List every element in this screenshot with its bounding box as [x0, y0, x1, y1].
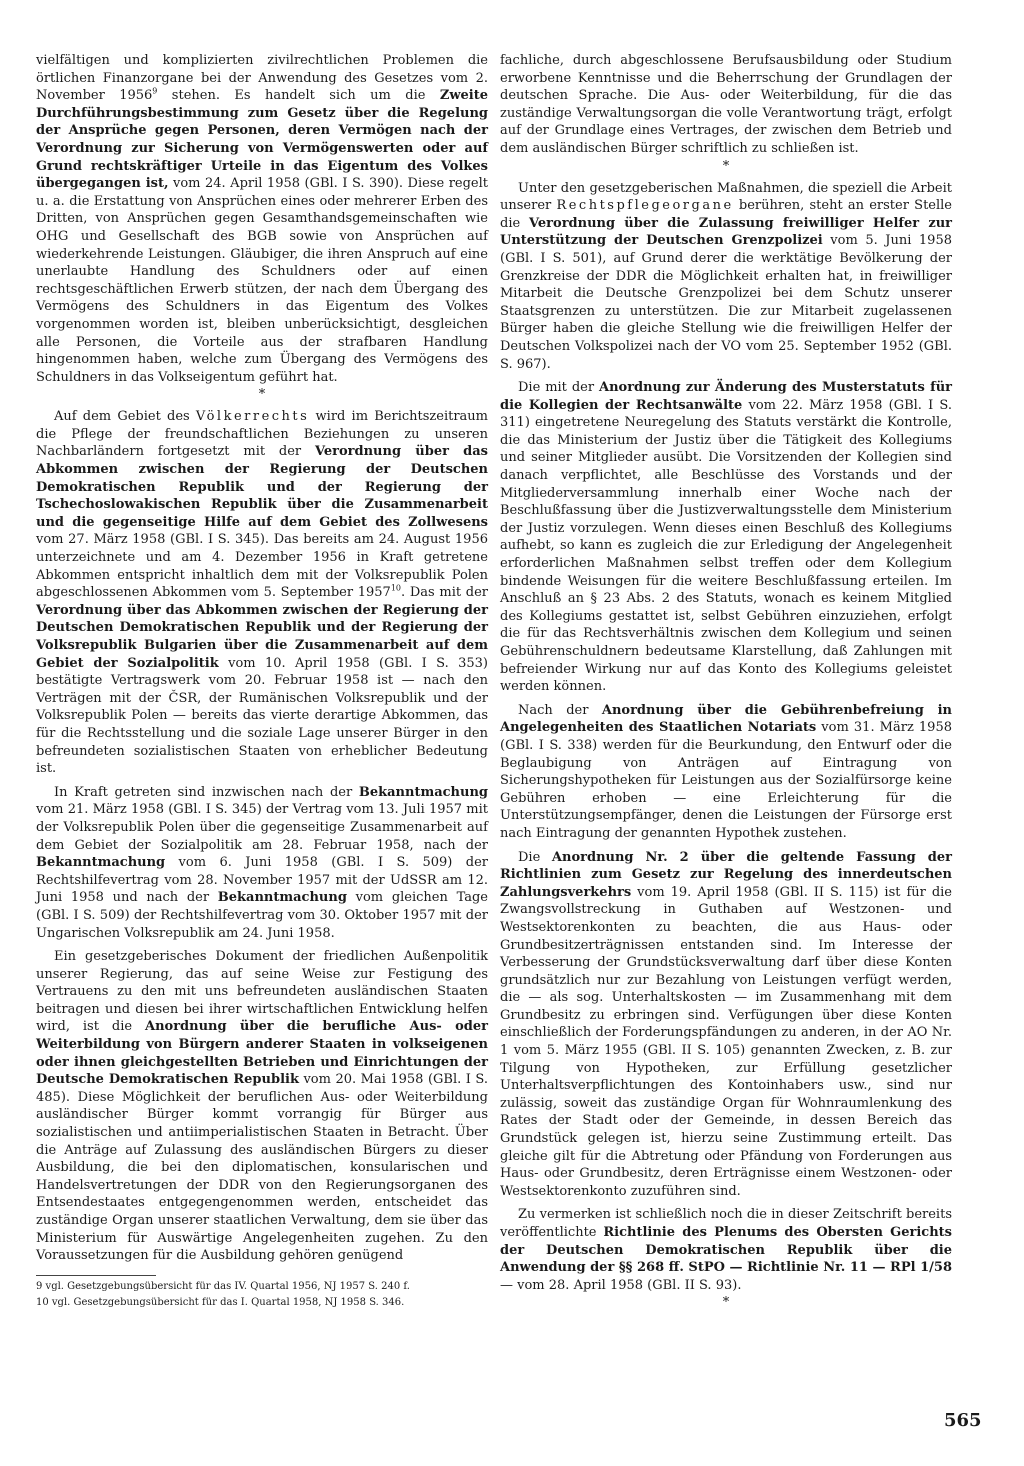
- paragraph-voelkerrecht: Auf dem Gebiet des Völkerrechts wird im Berichtszeitraum die Pflege der freundschaftlichen Beziehungen zu unseren Nachbarländern fortgesetzt mit der Verordnung über das Abkommen zwischen der Regierung der Deutschen Demokratischen Republik und der Regierung der Tschechoslowakischen Republik über die Zusammenarbeit und die gegenseitige Hilfe auf dem Gebiet des Zollwesens vom 27. März 1958 (GBl. I S. 345). Das bereits am 24. August 1956 unterzeichnete und am 4. Dezember 1956 in Kraft getretene Abkommen entspricht inhaltlich dem mit der Volksrepublik Polen abgeschlossenen Abkommen vom 5. September 1957$^{10}$. Das mit der Verordnung über das Abkommen zwischen der Regierung der Deutschen Demokratischen Republik und der Regierung der Volksrepublik Bulgarien über die Zusammenarbeit auf dem Gebiet der Sozialpolitik vom 10. April 1958 (GBl. I S. 353) bestätigte Vertragswerk vom 20. Februar 1958 ist — nach den Verträgen mit der ČSR, der Rumänischen Volksrepublik und der Volksrepublik Polen — bereits das vierte derartige Abkommen, das für die Rechtsstellung und die soziale Lage unserer Bürger in den befreundeten sozialistischen Staaten von erheblicher Bedeutung ist.: [36, 409, 489, 777]
- bold-title-sozialpolitik: Verordnung über das Abkommen zwischen der Regierung der Deutschen Demokratischen Republik und der Regierung der Volksrepublik Bulgarien über die Zusammenarbeit auf dem Gebiet der Sozialpolitik: [36, 602, 488, 671]
- paragraph-zahlungsverkehr: Die Anordnung Nr. 2 über die geltende Fassung der Richtlinien zum Gesetz zur Regelung des innerdeutschen Zahlungsverkehrs vom 19. April 1958 (GBl. II S. 115) ist für die Zwangsvollstreckung in Guthaben auf Westzonen- und Westsektorenkonten zu beachten, die aus Haus- oder Grundbesitzerträgnissen entstanden sind. Im Interesse der Verbesserung der Grundstücksverwaltung darf über diese Konten grundsätzlich nur zur Bezahlung von Leistungen verfügt werden, die — als sog. Unterhaltskosten — im Zusammenhang mit dem Grundbesitz zu erbringen sind. Verfügungen über diese Konten einschließlich der Forderungspfändungen zu anderen, in der AO Nr. 1 vom 5. März 1955 (GBl. II S. 105) genannten Zwecken, z. B. zur Tilgung von Hypotheken, zur Erfüllung gesetzlicher Unterhaltsverpflichtungen des Kontoinhabers usw., sind nur zulässig, soweit das zuständige Organ für Wohnraumlenkung des Rates der Stadt oder der Gemeinde, in dessen Bereich das Grundstück gelegen ist, hierzu seine Zustimmung erteilt. Das gleiche gilt für die Abtretung oder Pfändung von Forderungen aus Haus- oder Grundbesitz, deren Erträgnisse einem Westzonen- oder Westsektorenkonto zuzuführen sind.: [500, 849, 953, 1199]
- footnote-9: 9 vgl. Gesetzgebungsübersicht für das IV. Quartal 1956, NJ 1957 S. 240 f.: [36, 1280, 410, 1292]
- bold-title-musterstatut: Anordnung zur Änderung des Musterstatuts für die Kollegien der Rechtsanwälte: [500, 380, 952, 413]
- page-number: 565: [944, 1410, 982, 1431]
- paragraph-rechtsanwaelte: Die mit der Anordnung zur Änderung des Musterstatuts für die Kollegien der Rechtsanwälte vom 22. März 1958 (GBl. I S. 311) eingetretene Neuregelung des Statuts verstärkt die Kontrolle, die das Ministerium der Justiz über die Tätigkeit des Kollegiums und seiner Mitglieder ausübt. Die Vorsitzenden der Kollegien sind danach verpflichtet, alle Beschlüsse des Vorstands und der Mitgliederversammlung innerhalb einer Woche nach der Beschlußfassung über die Justizverwaltungsstelle dem Ministerium der Justiz vorzulegen. Wenn dieses einen Beschluß des Kollegiums aufhebt, so kann es zugleich die zur Erledigung der Angelegenheit erforderlichen Maßnahmen selbst treffen oder dem Kollegium bindende Weisungen für die weitere Beschlußfassung erteilen. Im Anschluß an § 23 Abs. 2 des Statuts, wonach es keinem Mitglied des Kollegiums gestattet ist, selbst Gebühren einzuziehen, erfolgt die für das Rechtsverhältnis zwischen dem Kollegium und seinen Gebührenschuldnern bedeutsame Klarstellung, daß Zahlungen mit befreiender Wirkung nur auf das Konto des Kollegiums geleistet werden können.: [500, 380, 953, 695]
- left-column: [36, 52, 488, 1310]
- bold-title-zollwesen: Verordnung über das Abkommen zwischen der Regierung der Deutschen Demokratischen Republik und der Regierung der Tschechoslowakischen Republik über die Zusammenarbeit und die gegenseitige Hilfe auf dem Gebiet des Zollwesens: [36, 444, 488, 530]
- section-separator: *: [722, 1295, 730, 1311]
- paragraph-grenzpolizei: Unter den gesetzgeberischen Maßnahmen, die speziell die Arbeit unserer Rechtspflegeorgane berühren, steht an erster Stelle die Verordnung über die Zulassung freiwilliger Helfer zur Unterstützung der Deutschen Grenzpolizei vom 5. Juni 1958 (GBl. I S. 501), auf Grund derer die werktätige Bevölkerung der Grenzkreise der DDR die Möglichkeit erhalten hat, in freiwilliger Mitarbeit die Deutsche Grenzpolizei bei dem Schutz unserer Staatsgrenzen zu unterstützen. Die zur Mitarbeit zugelassenen Bürger haben die gleiche Stellung wie die freiwilligen Helfer der Deutschen Volkspolizei nach der VO vom 25. September 1952 (GBl. S. 967).: [500, 180, 953, 372]
- paragraph-ausbildung-fortsetzung: fachliche, durch abgeschlossene Berufsausbildung oder Studium erworbene Kenntnisse und die Beherrschung der Grundlagen der deutschen Sprache. Die Aus- oder Weiterbildung, für die das zuständige Verwaltungsorgan die volle Verantwortung trägt, erfolgt auf der Grundlage eines Vertrages, der zwischen dem Betrieb und dem ausländischen Bürger schriftlich zu schließen ist.: [500, 53, 952, 156]
- paragraph-notariat: Nach der Anordnung über die Gebührenbefreiung in Angelegenheiten des Staatlichen Notariats vom 31. März 1958 (GBl. I S. 338) werden für die Beurkundung, den Entwurf oder die Beglaubigung von Anträgen auf Eintragung von Sicherungshypotheken für Leistungen aus der Sozialfürsorge keine Gebühren erhoben — eine Erleichterung für die Unterstützungsempfänger, denen die Leistungen der Fürsorge erst nach Eintragung der genannten Hypothek zustehen.: [500, 702, 952, 841]
- bold-title-richtlinie: Richtlinie des Plenums des Obersten Gerichts der Deutschen Demokratischen Republik über die Anwendung der §§ 268 ff. StPO — Richtlinie Nr. 11 — RPl 1/58: [500, 1225, 953, 1276]
- bold-title-ausbildung: Anordnung über die berufliche Aus- oder Weiterbildung von Bürgern anderer Staaten in volkseigenen oder ihnen gleichgestellten Betrieben und Einrichtungen der Deutsche Demokratischen Republik: [36, 1019, 488, 1088]
- paragraph-richtlinie: Zu vermerken ist schließlich noch die in dieser Zeitschrift bereits veröffentlichte Richtlinie des Plenums des Obersten Gerichts der Deutschen Demokratischen Republik über die Anwendung der §§ 268 ff. StPO — Richtlinie Nr. 11 — RPl 1/58 — vom 28. April 1958 (GBl. II S. 93).: [500, 1207, 953, 1293]
- paragraph-bekanntmachungen: In Kraft getreten sind inzwischen nach der Bekanntmachung vom 21. März 1958 (GBl. I S. 345) der Vertrag vom 13. Juli 1957 mit der Volksrepublik Polen über die gegenseitige Zusammenarbeit auf dem Gebiet der Sozialpolitik am 28. Februar 1958, nach der Bekanntmachung vom 6. Juni 1958 (GBl. I S. 509) der Rechtshilfevertrag vom 28. November 1957 mit der UdSSR am 12. Juni 1958 und nach der Bekanntmachung vom gleichen Tage (GBl. I S. 509) der Rechtshilfevertrag vom 30. Oktober 1957 mit der Ungarischen Volksrepublik am 24. Juni 1958.: [36, 784, 488, 941]
- footnote-10: 10 vgl. Gesetzgebungsübersicht für das I. Quartal 1958, NJ 1958 S. 346.: [36, 1296, 405, 1308]
- footnote-ref-9: 9: [152, 86, 158, 96]
- paragraph-finanzorgane: vielfältigen und komplizierten zivilrechtlichen Problemen die örtlichen Finanzorgane bei der Anwendung des Gesetzes vom 2. November 1956$^9$ stehen. Es handelt sich um die Zweite Durchführungsbestimmung zum Gesetz über die Regelung der Ansprüche gegen Personen, deren Vermögen nach der Verordnung zur Sicherung von Vermögenswerten oder auf Grund rechtskräftiger Urteile in das Eigentum des Volkes übergegangen ist, vom 24. April 1958 (GBl. I S. 390). Diese regelt u. a. die Erstattung von Ansprüchen eines oder mehrerer Erben des Dritten, von Ansprüchen gegen Gesamthandsgemeinschaften wie OHG und Gesellschaft des BGB sowie von Ansprüchen auf wiederkehrende Leistungen. Gläubiger, die ihren Anspruch auf eine unerlaubte Handlung des Schuldners oder auf einen rechtsgeschäftlichen Erwerb stützen, der nach dem Übergang des Vermögens des Schuldners in das Eigentum des Volkes vorgenommen worden ist, bleiben unberücksichtigt, desgleichen alle Personen, die Vorteile aus der strafbaren Handlung hingenommen haben, welche zum Übergang des Vermögens des Schuldners in das Volkseigentum geführt hat.: [36, 53, 488, 385]
- footnote-divider: [36, 1275, 156, 1276]
- right-column: [500, 52, 952, 1316]
- footnote-ref-10: 10: [390, 583, 402, 593]
- spaced-term-rechtspflegeorgane: Rechtspflegeorgane: [556, 198, 734, 214]
- bold-title-durchfuehrungsbestimmung: Zweite Durchführungsbestimmung zum Gesetz über die Regelung der Ansprüche gegen Personen, deren Vermögen nach der Verordnung zur Sicherung von Vermögenswerten oder auf Grund rechtskräftiger Urteile in das Eigentum des Volkes übergegangen ist,: [36, 88, 488, 192]
- bold-title-grenzpolizei: Verordnung über die Zulassung freiwilliger Helfer zur Unterstützung der Deutschen Grenzpolizei: [500, 215, 953, 249]
- section-separator: *: [258, 387, 266, 403]
- footnotes: [36, 1275, 488, 1310]
- bold-title-zahlungsverkehr: Anordnung Nr. 2 über die geltende Fassung der Richtlinien zum Gesetz zur Regelung des innerdeutschen Zahlungsverkehrs: [500, 849, 953, 900]
- section-separator: *: [722, 158, 730, 174]
- paragraph-ausbildung: Ein gesetzgeberisches Dokument der friedlichen Außenpolitik unserer Regierung, das auf seine Weise zur Festigung des Vertrauens zu den mit uns befreundeten ausländischen Staaten beitragen und diesen bei ihrer wirtschaftlichen Entwicklung helfen wird, ist die Anordnung über die berufliche Aus- oder Weiterbildung von Bürgern anderer Staaten in volkseigenen oder ihnen gleichgestellten Betrieben und Einrichtungen der Deutsche Demokratischen Republik vom 20. Mai 1958 (GBl. I S. 485). Diese Möglichkeit der beruflichen Aus- oder Weiterbildung ausländischer Bürger kommt vorrangig für Bürger aus sozialistischen und antiimperialistischen Staaten in Betracht. Über die Anträge auf Zulassung des ausländischen Bürgers zu dieser Ausbildung, die bei den diplomatischen, konsularischen und Handelsvertretungen der DDR von den Regierungsorganen des Entsendestaates entgegengenommen werden, entscheidet das zuständige Organ unserer staatlichen Verwaltung, dem sie über das Ministerium für Auswärtige Angelegenheiten zugehen. Zu den Voraussetzungen für die Ausbildung gehören genügend: [36, 949, 488, 1264]
- bold-title-gebuehrenbefreiung: Anordnung über die Gebührenbefreiung in Angelegenheiten des Staatlichen Notariats: [500, 702, 952, 736]
- spaced-term-voelkerrechts: Völkerrechts: [195, 409, 310, 425]
